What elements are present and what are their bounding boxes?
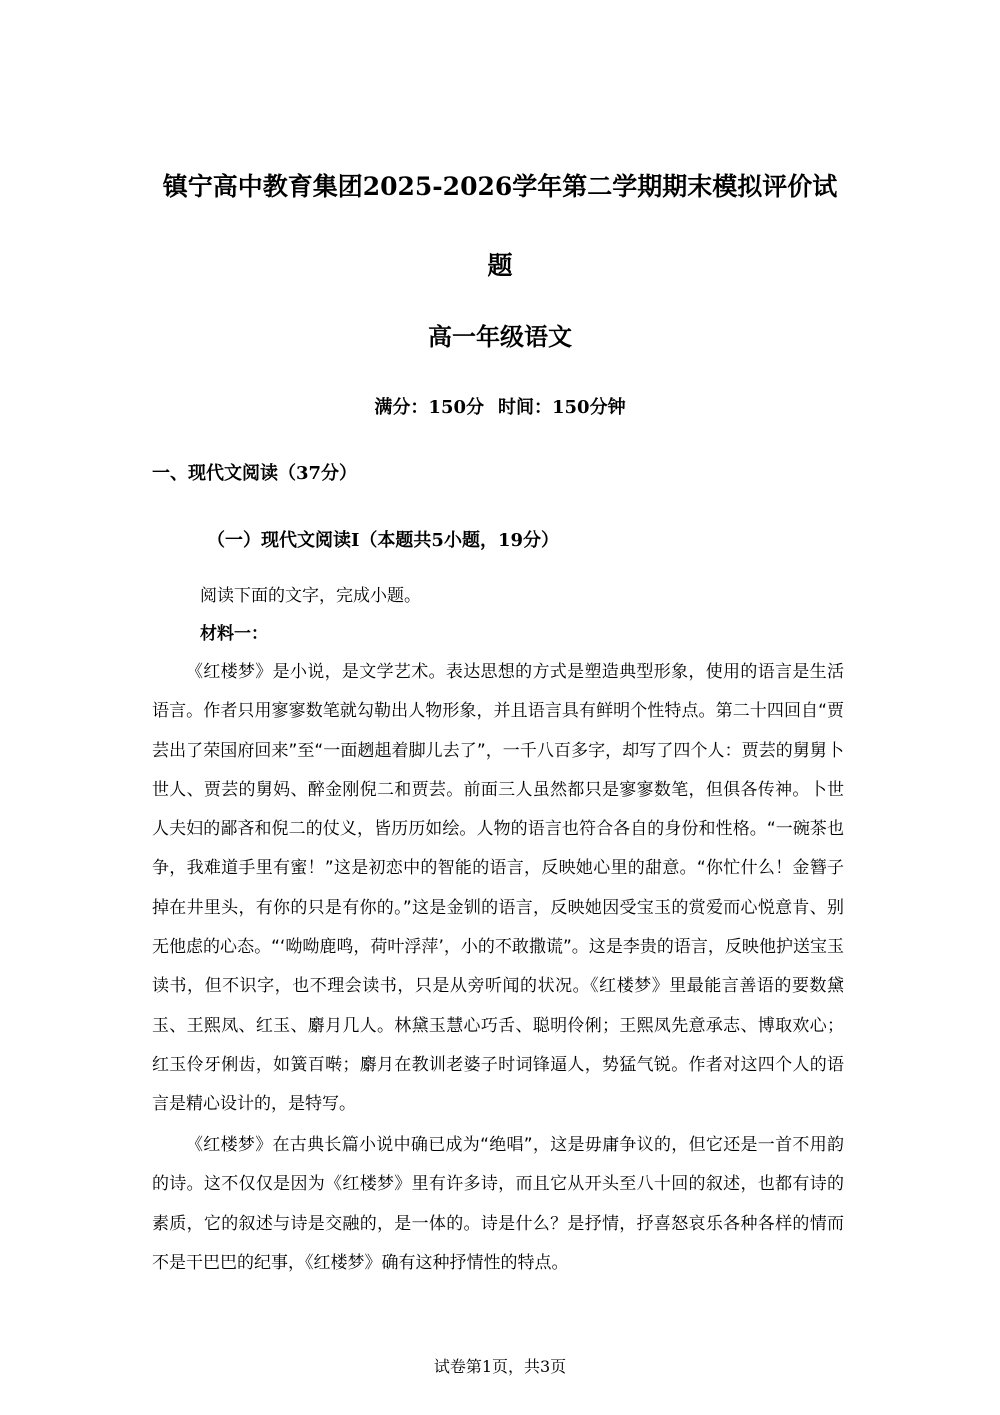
exam-subject: 高一年级语文 <box>428 322 572 351</box>
page-footer: 试卷第1页，共3页 <box>433 1357 567 1376</box>
exam-time: 时间：150分钟 <box>498 397 626 418</box>
material-paragraph-1: 《红楼梦》是小说，是文学艺术。表达思想的方式是塑造典型形象，使用的语言是生活语言。作者只用寥寥数笔就勾勒出人物形象，并且语言具有鲜明个性特点。第二十四回自“贾芸出了荣国府回来”至“一面趔趄着脚儿去了”，一千八百多字，却写了四个人：贾芸的舅舅卜世人、贾芸的舅妈、醉金刚倪二和贾芸。前面三人虽然都只是寥寥数笔，但俱各传神。卜世人夫妇的鄙吝和倪二的仗义，皆历历如绘。人物的语言也符合各自的身份和性格。“一碗茶也争，我难道手里有蜜！”这是初恋中的智能的语言，反映她心里的甜意。“你忙什么！金簪子掉在井里头，有你的只是有你的。”这是金钏的语言，反映她因受宝玉的赏爱而心悦意肯、别无他虑的心态。“‘呦呦鹿鸣，荷叶浮萍’，小的不敢撒谎”。这是李贵的语言，反映他护送宝玉读书，但不识字，也不理会读书，只是从旁听闻的状况。《红楼梦》里最能言善语的要数黛玉、王熙凤、红玉、麝月几人。林黛玉慧心巧舌、聪明伶俐；王熙凤先意承志、博取欢心；红玉伶牙俐齿，如簧百啭；麝月在教训老婆子时词锋逼人，势猛气锐。作者对这四个人的语言是精心设计的，是特写。 <box>152 662 844 1115</box>
reading-instruction: 阅读下面的文字，完成小题。 <box>200 586 421 606</box>
material-label: 材料一： <box>200 624 268 644</box>
exam-title-line-1: 镇宁高中教育集团2025-2026学年第二学期期末模拟评价试 <box>162 172 838 201</box>
full-score: 满分：150分 <box>374 397 484 418</box>
score-time-line <box>150 396 850 420</box>
exam-title-line-2: 题 <box>487 251 513 280</box>
subsection-heading-reading-1: （一）现代文阅读Ⅰ（本题共5小题，19分） <box>207 530 559 551</box>
material-paragraph-2: 《红楼梦》在古典长篇小说中确已成为“绝唱”，这是毋庸争议的，但它还是一首不用韵的诗。这不仅仅是因为《红楼梦》里有许多诗，而且它从开头至八十回的叙述，也都有诗的素质，它的叙述与诗是交融的，是一体的。诗是什么？是抒情，抒喜怒哀乐各种各样的情而不是干巴巴的纪事，《红楼梦》确有这种抒情性的特点。 <box>152 1135 844 1273</box>
section-heading-modern-reading: 一、现代文阅读（37分） <box>152 463 358 484</box>
